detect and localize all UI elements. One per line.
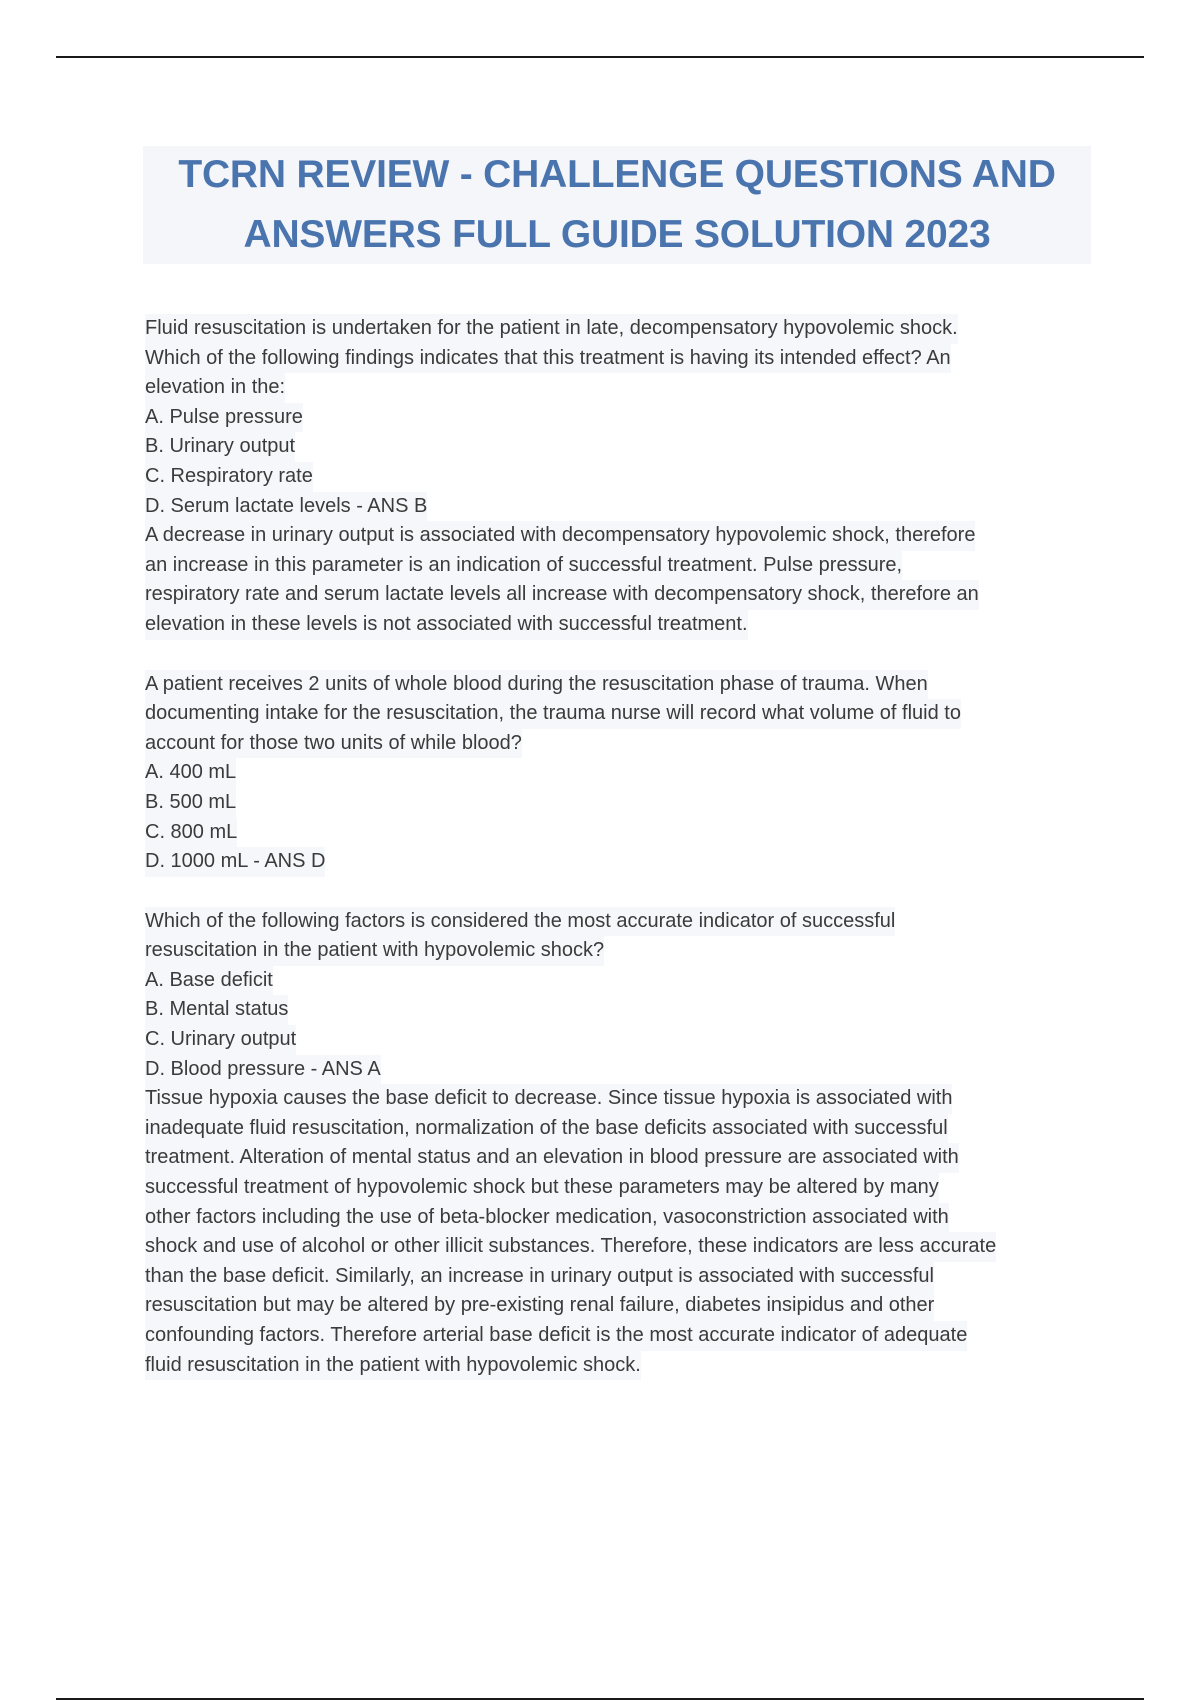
- answer-option-d: D. Serum lactate levels - ANS B: [145, 492, 427, 522]
- question-2: [145, 670, 1095, 877]
- rationale-line: respiratory rate and serum lactate levels all increase with decompensatory shock, therefore an: [145, 580, 979, 610]
- header-rule: [56, 56, 1144, 58]
- rationale-line: successful treatment of hypovolemic shock but these parameters may be altered by many: [145, 1173, 939, 1203]
- question-stem-line: resuscitation in the patient with hypovolemic shock?: [145, 936, 604, 966]
- rationale-line: fluid resuscitation in the patient with hypovolemic shock.: [145, 1351, 641, 1381]
- answer-option-d: D. 1000 mL - ANS D: [145, 847, 325, 877]
- rationale-line: Tissue hypoxia causes the base deficit to decrease. Since tissue hypoxia is associated with: [145, 1084, 952, 1114]
- answer-option-c: C. 800 mL: [145, 818, 237, 848]
- question-stem-line: documenting intake for the resuscitation, the trauma nurse will record what volume of fluid to: [145, 699, 961, 729]
- rationale-line: A decrease in urinary output is associated with decompensatory hypovolemic shock, therefore: [145, 521, 975, 551]
- document-body: [145, 314, 1095, 1380]
- answer-option-c: C. Urinary output: [145, 1025, 296, 1055]
- rationale-line: shock and use of alcohol or other illicit substances. Therefore, these indicators are less accurate: [145, 1232, 996, 1262]
- rationale-line: treatment. Alteration of mental status and an elevation in blood pressure are associated with: [145, 1143, 959, 1173]
- paragraph-gap: [145, 640, 1095, 670]
- paragraph-gap: [145, 877, 1095, 907]
- question-stem-line: elevation in the:: [145, 373, 285, 403]
- answer-option-b: B. 500 mL: [145, 788, 236, 818]
- question-stem-line: Fluid resuscitation is undertaken for the patient in late, decompensatory hypovolemic shock.: [145, 314, 958, 344]
- title-line-1: TCRN REVIEW - CHALLENGE QUESTIONS AND: [178, 153, 1056, 196]
- answer-option-b: B. Mental status: [145, 995, 288, 1025]
- document-title: [143, 146, 1091, 264]
- rationale-line: resuscitation but may be altered by pre-existing renal failure, diabetes insipidus and other: [145, 1291, 934, 1321]
- question-stem-line: A patient receives 2 units of whole blood during the resuscitation phase of trauma. When: [145, 670, 928, 700]
- rationale-line: than the base deficit. Similarly, an increase in urinary output is associated with successful: [145, 1262, 934, 1292]
- rationale-line: other factors including the use of beta-blocker medication, vasoconstriction associated with: [145, 1203, 949, 1233]
- rationale-line: inadequate fluid resuscitation, normalization of the base deficits associated with successful: [145, 1114, 948, 1144]
- question-stem-line: account for those two units of while blood?: [145, 729, 522, 759]
- answer-option-a: A. Pulse pressure: [145, 403, 303, 433]
- question-3: [145, 907, 1095, 1381]
- answer-option-c: C. Respiratory rate: [145, 462, 313, 492]
- rationale-line: confounding factors. Therefore arterial base deficit is the most accurate indicator of adequate: [145, 1321, 967, 1351]
- answer-option-d: D. Blood pressure - ANS A: [145, 1055, 381, 1085]
- question-1: [145, 314, 1095, 640]
- rationale-line: elevation in these levels is not associated with successful treatment.: [145, 610, 748, 640]
- title-line-2: ANSWERS FULL GUIDE SOLUTION 2023: [243, 213, 991, 256]
- answer-option-a: A. 400 mL: [145, 758, 236, 788]
- answer-option-a: A. Base deficit: [145, 966, 273, 996]
- question-stem-line: Which of the following factors is considered the most accurate indicator of successful: [145, 907, 895, 937]
- rationale-line: an increase in this parameter is an indication of successful treatment. Pulse pressure,: [145, 551, 902, 581]
- question-stem-line: Which of the following findings indicates that this treatment is having its intended effect? An: [145, 344, 951, 374]
- answer-option-b: B. Urinary output: [145, 432, 295, 462]
